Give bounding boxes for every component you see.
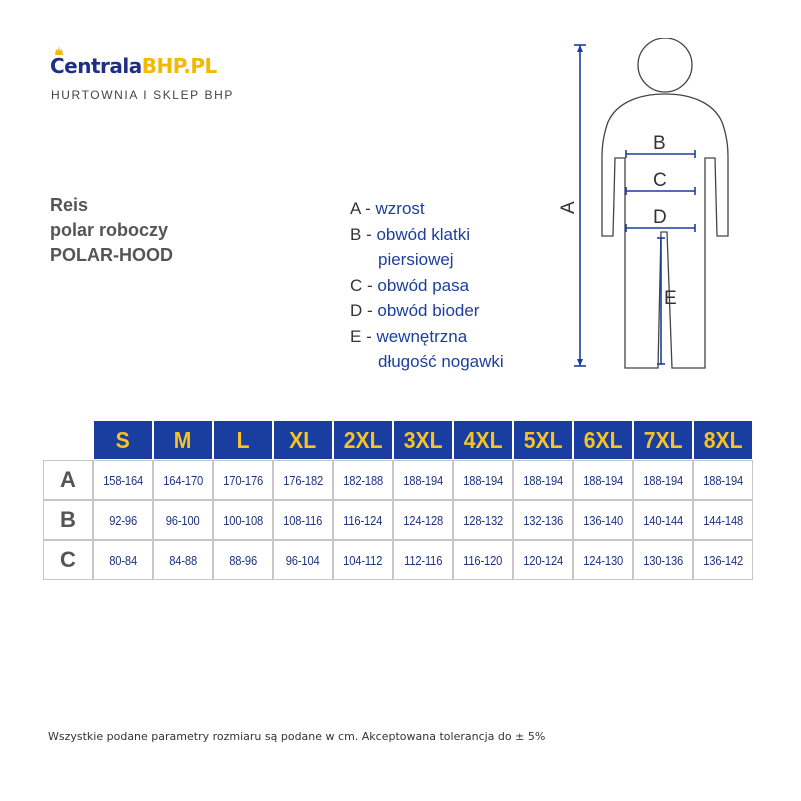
head [638,38,692,92]
product-type: polar roboczy [50,220,169,240]
table-cell: 124-128 [393,500,453,540]
figure-label-c: C [653,170,667,191]
table-cell: 88-96 [213,540,273,580]
size-header: S [93,420,153,460]
row-label: A [43,460,93,500]
legend-item: A - wzrost [350,199,425,218]
table-cell: 144-148 [693,500,753,540]
table-cell: 136-140 [573,500,633,540]
size-header: L [213,420,273,460]
row-label: B [43,500,93,540]
body-measurement-figure [555,38,755,378]
product-title [50,193,173,268]
table-cell: 170-176 [213,460,273,500]
brand-name-part1: Centrala [50,54,142,78]
table-cell: 132-136 [513,500,573,540]
size-header: 2XL [333,420,393,460]
size-chart-table [43,420,753,580]
footnote: Wszystkie podane parametry rozmiaru są podane w cm. Akceptowana tolerancja do ± 5% [48,730,546,743]
row-label: C [43,540,93,580]
table-cell: 100-108 [213,500,273,540]
legend-item: B - obwód klatki [350,224,471,244]
table-cell: 84-88 [153,540,213,580]
figure-label-e: E [664,288,677,309]
size-header: 3XL [393,420,453,460]
size-header: XL [273,420,333,460]
legend-item-continued: długość nogawki [378,352,504,371]
table-cell: 188-194 [393,460,453,500]
size-header: 7XL [633,420,693,460]
table-cell: 108-116 [273,500,333,540]
size-header: 4XL [453,420,513,460]
size-header: 5XL [513,420,573,460]
table-cell: 116-120 [453,540,513,580]
table-cell: 158-164 [93,460,153,500]
size-header: 8XL [693,420,753,460]
table-cell: 140-144 [633,500,693,540]
table-row [43,540,753,580]
table-cell: 188-194 [453,460,513,500]
table-row [43,500,753,540]
measurement-lines [574,45,695,366]
figure-label-a: A [558,201,579,214]
legend-item-continued: piersiowej [378,250,454,269]
table-cell: 96-104 [273,540,333,580]
table-cell: 104-112 [333,540,393,580]
body-outline [602,38,728,368]
table-cell: 188-194 [693,460,753,500]
table-cell: 136-142 [693,540,753,580]
table-cell: 112-116 [393,540,453,580]
legend-item: D - obwód bioder [350,301,480,320]
table-cell: 116-124 [333,500,393,540]
legend-item: C - obwód pasa [350,275,470,295]
table-cell: 182-188 [333,460,393,500]
product-model: POLAR-HOOD [50,245,173,265]
table-cell: 188-194 [513,460,573,500]
product-brand: Reis [50,195,89,215]
table-cell: 128-132 [453,500,513,540]
table-row [43,460,753,500]
table-cell: 188-194 [633,460,693,500]
figure-label-d: D [653,207,667,228]
table-cell: 124-130 [573,540,633,580]
size-header-row [43,420,753,460]
legend-item: E - wewnętrzna [350,326,468,346]
size-header: M [153,420,213,460]
brand-name [50,54,217,82]
table-cell: 188-194 [573,460,633,500]
size-header: 6XL [573,420,633,460]
table-cell: 92-96 [93,500,153,540]
brand-tagline: HURTOWNIA I SKLEP BHP [51,88,234,102]
figure-label-b: B [653,133,666,154]
table-corner [43,420,93,460]
table-cell: 80-84 [93,540,153,580]
table-cell: 130-136 [633,540,693,580]
brand-logo[interactable] [48,50,268,110]
table-cell: 176-182 [273,460,333,500]
table-cell: 96-100 [153,500,213,540]
table-cell: 120-124 [513,540,573,580]
table-cell: 164-170 [153,460,213,500]
measurement-legend [350,196,504,375]
brand-name-part2: BHP.PL [141,54,217,78]
